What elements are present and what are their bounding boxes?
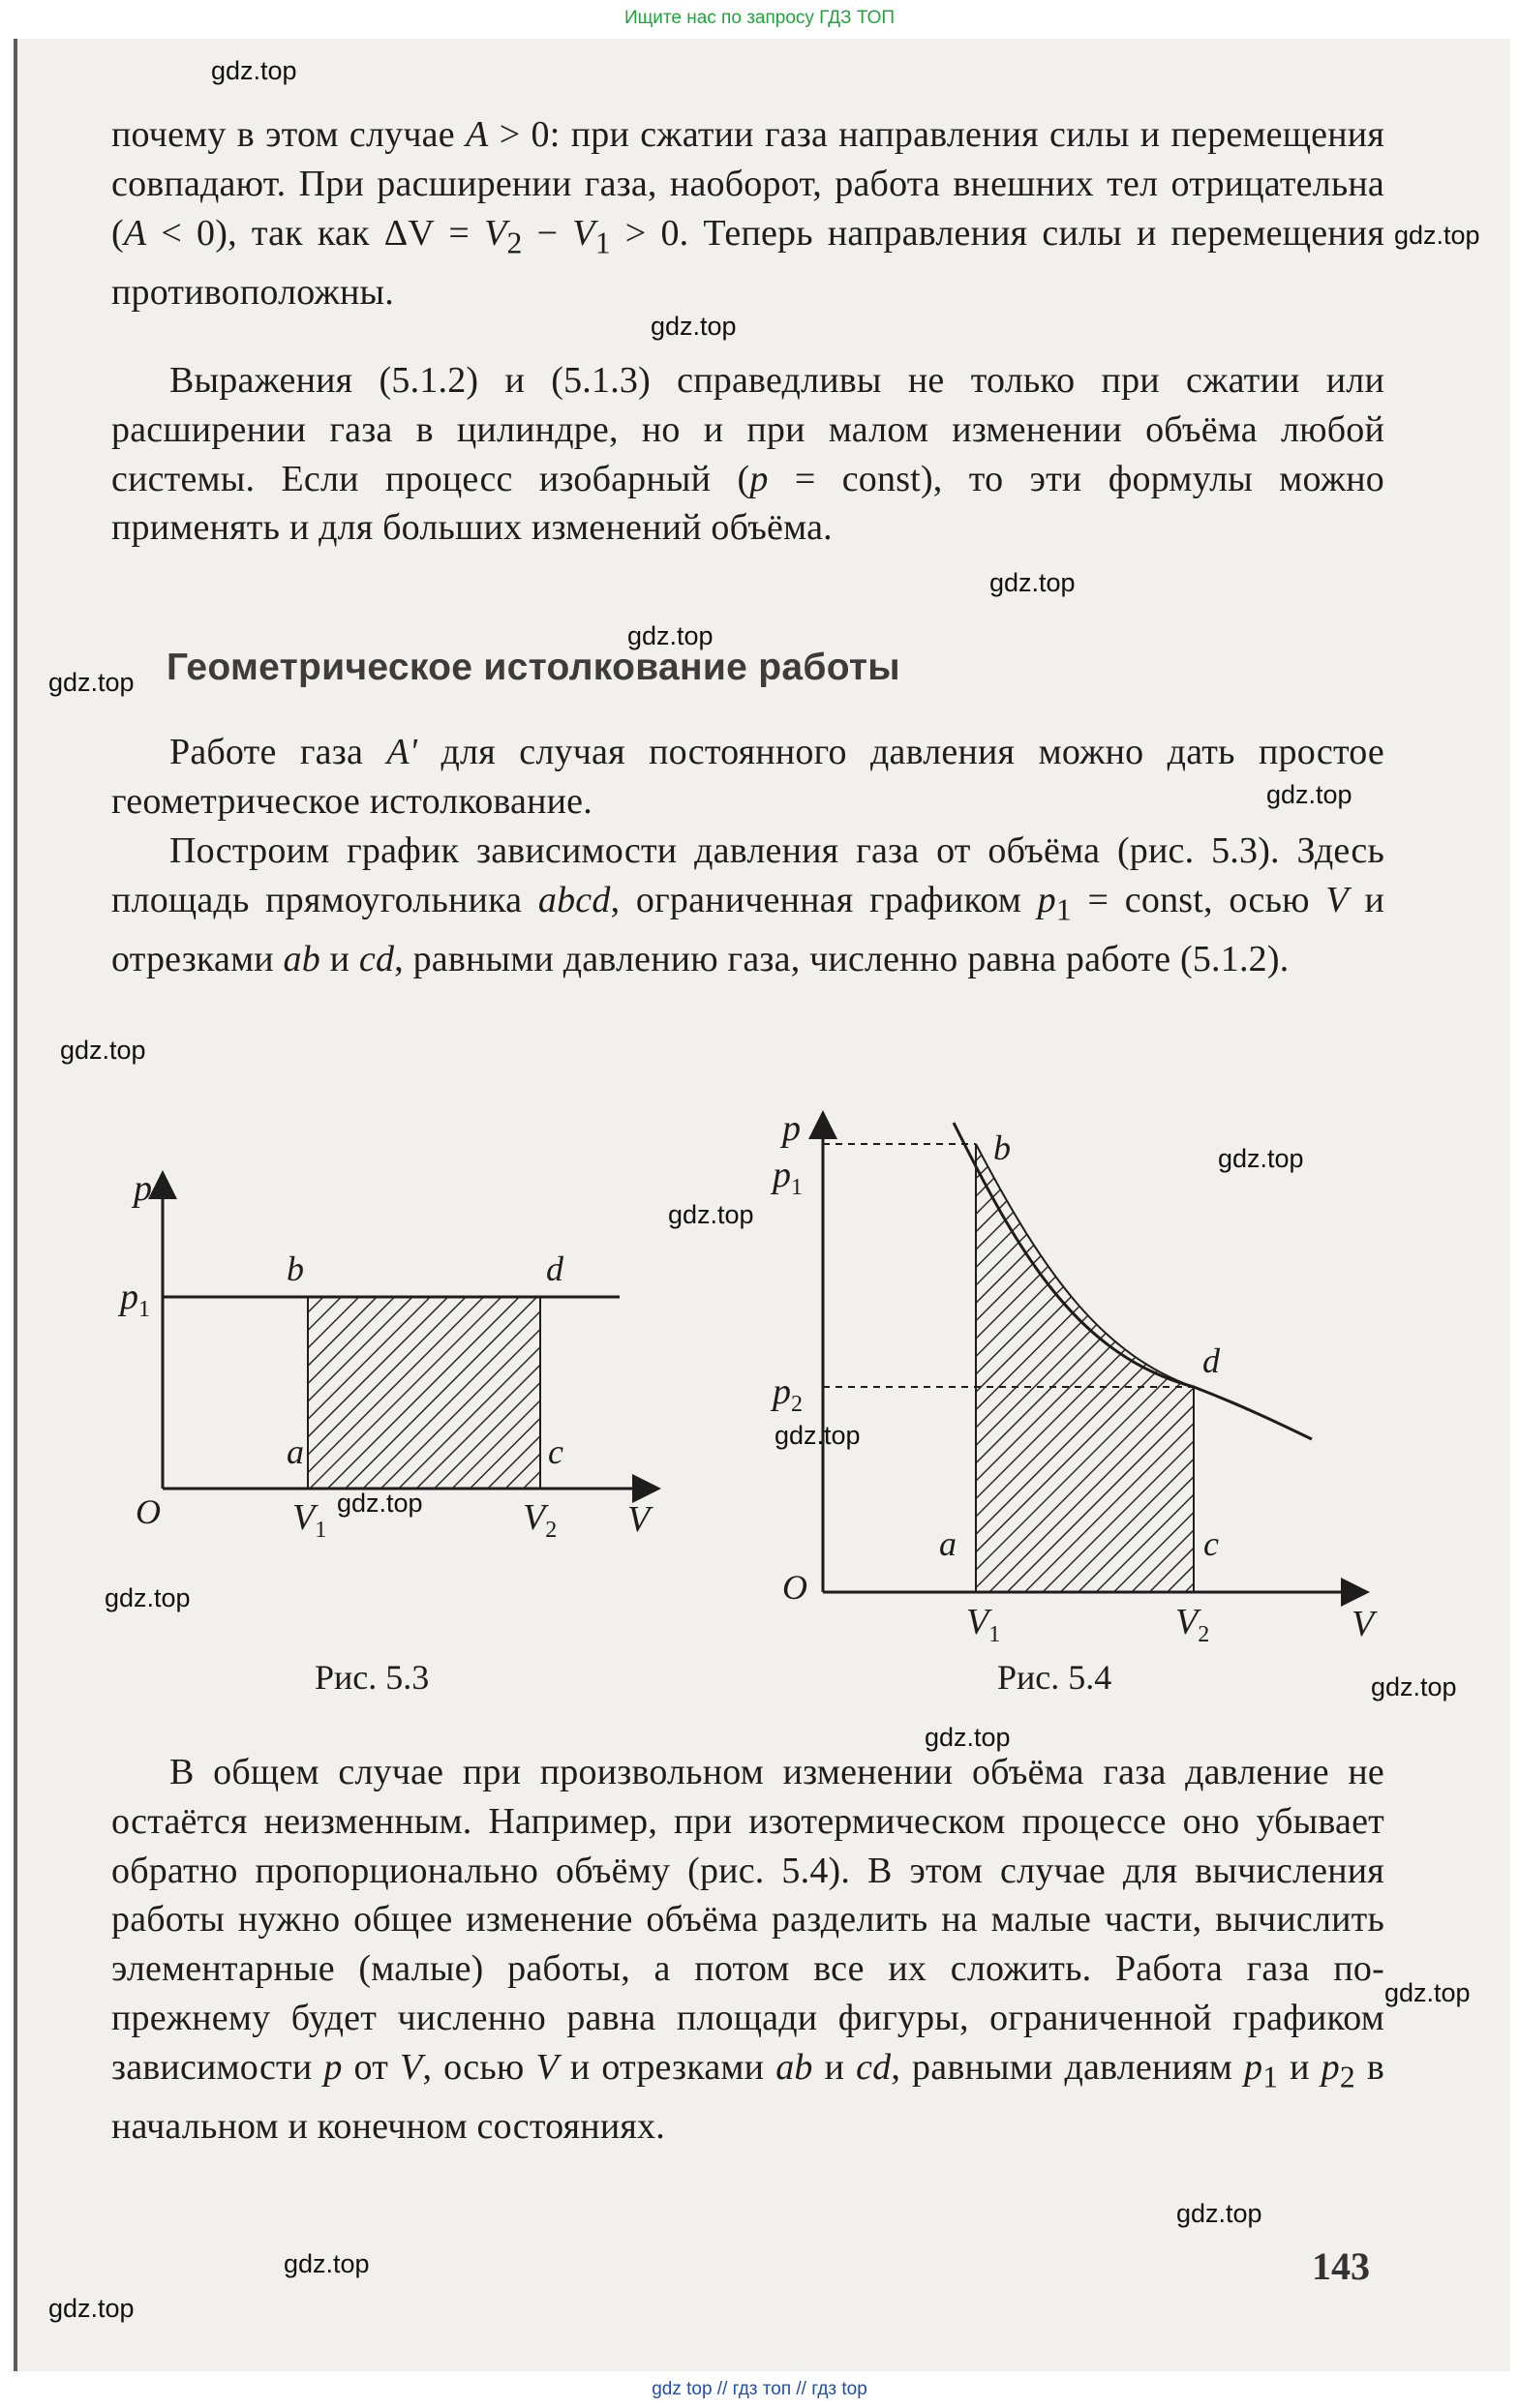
fig53-d-label: d <box>546 1249 563 1288</box>
fig53-v1-label: $V_1$ <box>292 1497 327 1543</box>
fig54-d-label: d <box>1202 1341 1220 1380</box>
paragraph-2: Выражения (5.1.2) и (5.1.3) справедливы не только при сжатии или расширении газа в цилиндре, но и при малом изменении объёма любой системы. Если процесс изобарный (p = const), то эти формулы можно применять и для больших изменений объёма. <box>111 360 1384 549</box>
watermark: gdz.top <box>1266 780 1352 809</box>
watermark: gdz.top <box>105 1583 191 1612</box>
fig54-v-axis-label: V <box>1352 1604 1375 1644</box>
fig54-work-area <box>976 1144 1194 1592</box>
watermark: gdz.top <box>48 2294 135 2323</box>
watermark: gdz.top <box>1371 1672 1457 1701</box>
fig53-c-label: c <box>548 1432 563 1471</box>
fig53-v2-label: $V_2$ <box>523 1497 558 1543</box>
fig53-p-axis-label: p <box>134 1168 152 1209</box>
paragraph-5: В общем случае при произвольном изменении объёма газа давление не остаётся неизменным. Например, при изотермическом процессе оно убывает обратно пропорционально объёму (рис. 5.4). В этом случае для вычисления работы нужно общее изменение объёма разделить на малые части, вычислить элементарные (малые) работы, а потом все их сложить. Работа газа по-прежнему будет численно равна площади фигуры, ограниченной графиком зависимости p от V, осью V и отрезками ab и cd, равными давлениям $p_1$ и $p_2$ в начальном и конечном состояниях. <box>111 1752 1385 2148</box>
fig53-origin-label: O <box>136 1492 161 1531</box>
watermark: gdz.top <box>1384 1978 1471 2007</box>
paragraph-3: Работе газа A' для случая постоянного давления можно дать простое геометрическое истолкование. <box>111 732 1384 822</box>
fig54-a-label: a <box>939 1524 957 1563</box>
fig54-origin-label: O <box>782 1568 807 1607</box>
watermark: gdz.top <box>989 568 1076 597</box>
fig54-p-axis-label: p <box>782 1108 801 1149</box>
watermark: gdz.top <box>651 312 737 341</box>
section-heading: Геометрическое истолкование работы <box>167 647 900 688</box>
fig53-work-area <box>308 1297 540 1489</box>
fig54-p2-label: $p_2$ <box>773 1371 803 1417</box>
watermark: gdz.top <box>775 1421 861 1450</box>
fig53-graph <box>117 1168 658 1543</box>
fig54-p1-label: $p_1$ <box>773 1155 803 1200</box>
watermark: gdz.top <box>1218 1144 1304 1173</box>
fig53-b-label: b <box>287 1249 304 1288</box>
page-number: 143 <box>1312 2244 1370 2288</box>
paragraph-4: Построим график зависимости давления газа от объёма (рис. 5.3). Здесь площадь прямоугольника abcd, ограниченная графиком $p_1$ = const, осью V и отрезками ab и cd, равными давлению газа, численно равна работе (5.1.2). <box>111 830 1384 980</box>
top-banner[interactable]: Ищите нас по запросу ГДЗ ТОП <box>0 0 1519 39</box>
watermark: gdz.top <box>627 621 714 650</box>
watermark: gdz.top <box>211 56 297 85</box>
watermark: gdz.top <box>48 668 135 697</box>
watermark: gdz.top <box>60 1036 146 1065</box>
watermark: gdz.top <box>284 2249 370 2278</box>
fig53-p1-label: $p_1$ <box>120 1277 150 1322</box>
watermark: gdz.top <box>668 1200 754 1229</box>
fig54-c-label: c <box>1203 1524 1219 1563</box>
footer-links[interactable]: gdz top // гдз топ // гдз top <box>0 2371 1519 2408</box>
fig54-caption: Рис. 5.4 <box>997 1658 1112 1697</box>
watermark: gdz.top <box>1394 221 1480 250</box>
fig53-v-axis-label: V <box>627 1499 651 1540</box>
fig54-v2-label: $V_2$ <box>1175 1602 1210 1647</box>
fig54-v1-label: $V_1$ <box>966 1602 1001 1647</box>
fig53-caption: Рис. 5.3 <box>315 1658 430 1697</box>
watermark: gdz.top <box>1176 2199 1262 2228</box>
paragraph-1: почему в этом случае A > 0: при сжатии газа направления силы и перемещения совпадают. При расширении газа, наоборот, работа внешних тел отрицательна (A < 0), так как $\Delta V = V_2 - V_1 > 0$. Теперь направления силы и перемещения противоположны. <box>111 114 1385 313</box>
fig53-a-label: a <box>287 1432 304 1471</box>
watermark: gdz.top <box>337 1489 423 1518</box>
figure-5-4 <box>770 1108 1378 1647</box>
watermark: gdz.top <box>925 1723 1011 1752</box>
fig54-b-label: b <box>993 1129 1011 1167</box>
